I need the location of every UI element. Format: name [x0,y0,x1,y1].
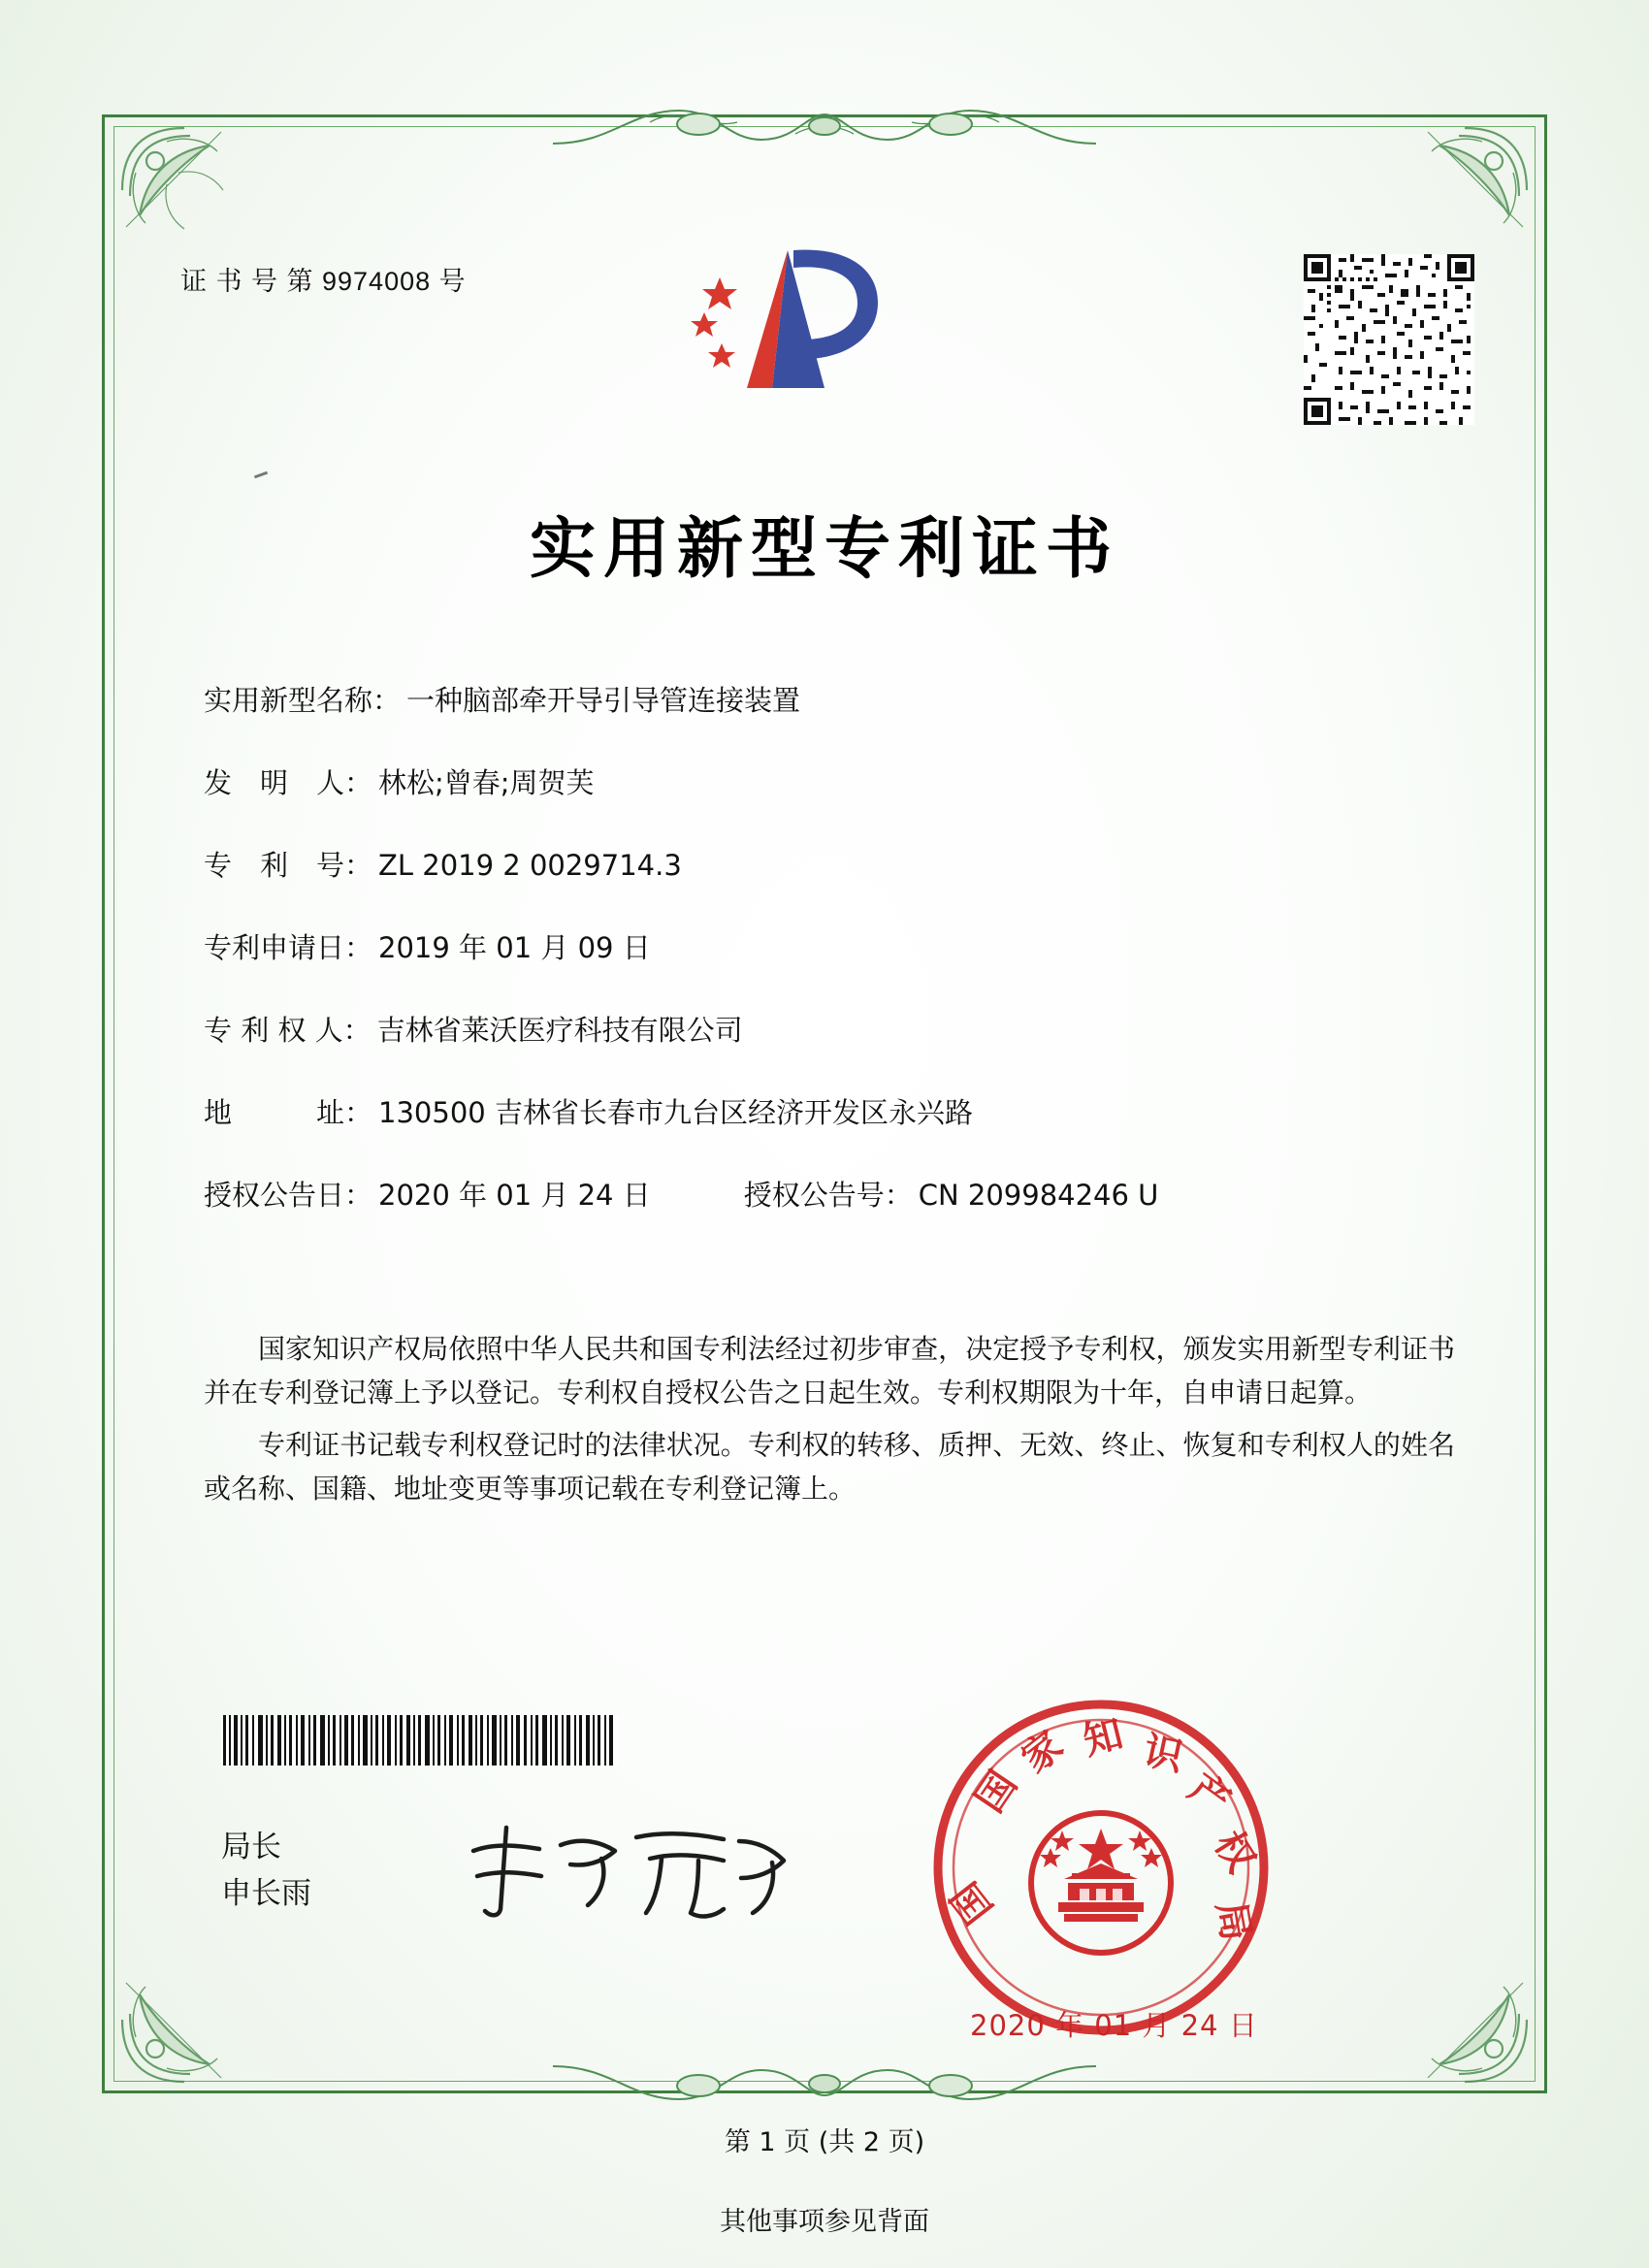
value-patent-number: ZL 2019 2 0029714.3 [378,849,682,882]
svg-text:权: 权 [1205,1823,1264,1881]
label-grant-date: 授权公告日： [204,1179,373,1212]
handwritten-signature-icon [456,1816,805,1923]
legal-text-block [204,1327,1455,1518]
svg-text:产: 产 [1180,1765,1239,1825]
commissioner-name: 申长雨 [221,1876,311,1912]
certificate-number: 证 书 号 第 9974008 号 [180,267,467,296]
value-patentee: 吉林省莱沃医疗科技有限公司 [376,1014,743,1047]
qr-code [1304,254,1474,425]
field-list [204,679,1445,1247]
cnipa-logo-icon [679,243,922,412]
barcode [221,1715,619,1766]
official-seal [926,1693,1276,2042]
field-patentee [204,1009,1445,1049]
value-grant-number: CN 209984246 U [918,1179,1159,1212]
field-application-date [204,926,1445,966]
svg-text:国: 国 [967,1763,1026,1821]
svg-text:知: 知 [1079,1711,1128,1765]
seal-date: 2020 年 01 月 24 日 [970,2009,1258,2042]
label-patent-number: 专 利 号： [204,849,373,882]
svg-text:识: 识 [1139,1728,1187,1781]
field-address [204,1091,1445,1131]
field-grant-row [204,1174,1445,1214]
value-application-date: 2019 年 01 月 09 日 [378,931,651,964]
label-address: 地 址： [204,1096,373,1129]
svg-text:局: 局 [1208,1897,1259,1945]
value-inventors: 林松;曾春;周贺芙 [378,766,595,799]
page-indicator: 第 1 页 (共 2 页) [724,2127,925,2157]
svg-text:国: 国 [943,1873,1002,1932]
backside-note: 其他事项参见背面 [720,2207,929,2237]
label-grant-number: 授权公告号： [743,1179,913,1212]
field-patent-number [204,844,1445,884]
label-application-date: 专利申请日： [204,931,373,964]
label-inventors: 发 明 人： [204,766,373,799]
value-grant-date: 2020 年 01 月 24 日 [378,1179,651,1212]
value-utility-model-name: 一种脑部牵开导引导管连接装置 [406,684,801,717]
svg-text:家: 家 [1013,1723,1072,1782]
page-title: 实用新型专利证书 [529,511,1119,588]
label-patentee: 专 利 权 人： [204,1014,372,1047]
label-utility-model-name: 实用新型名称： [204,684,402,717]
signature-block [221,1824,311,1917]
legal-paragraph-2: 专利证书记载专利权登记时的法律状况。专利权的转移、质押、无效、终止、恢复和专利权人的姓名或名称、国籍、地址变更等事项记载在专利登记簿上。 [204,1428,1455,1506]
legal-paragraph-1: 国家知识产权局依照中华人民共和国专利法经过初步审查，决定授予专利权，颁发实用新型专利证书并在专利登记簿上予以登记。专利权自授权公告之日起生效。专利权期限为十年，自申请日起算。 [204,1333,1455,1409]
field-inventors [204,761,1445,801]
field-utility-model-name [204,679,1445,719]
commissioner-title: 局长 [221,1830,281,1864]
value-address: 130500 吉林省长春市九台区经济开发区永兴路 [378,1096,973,1129]
